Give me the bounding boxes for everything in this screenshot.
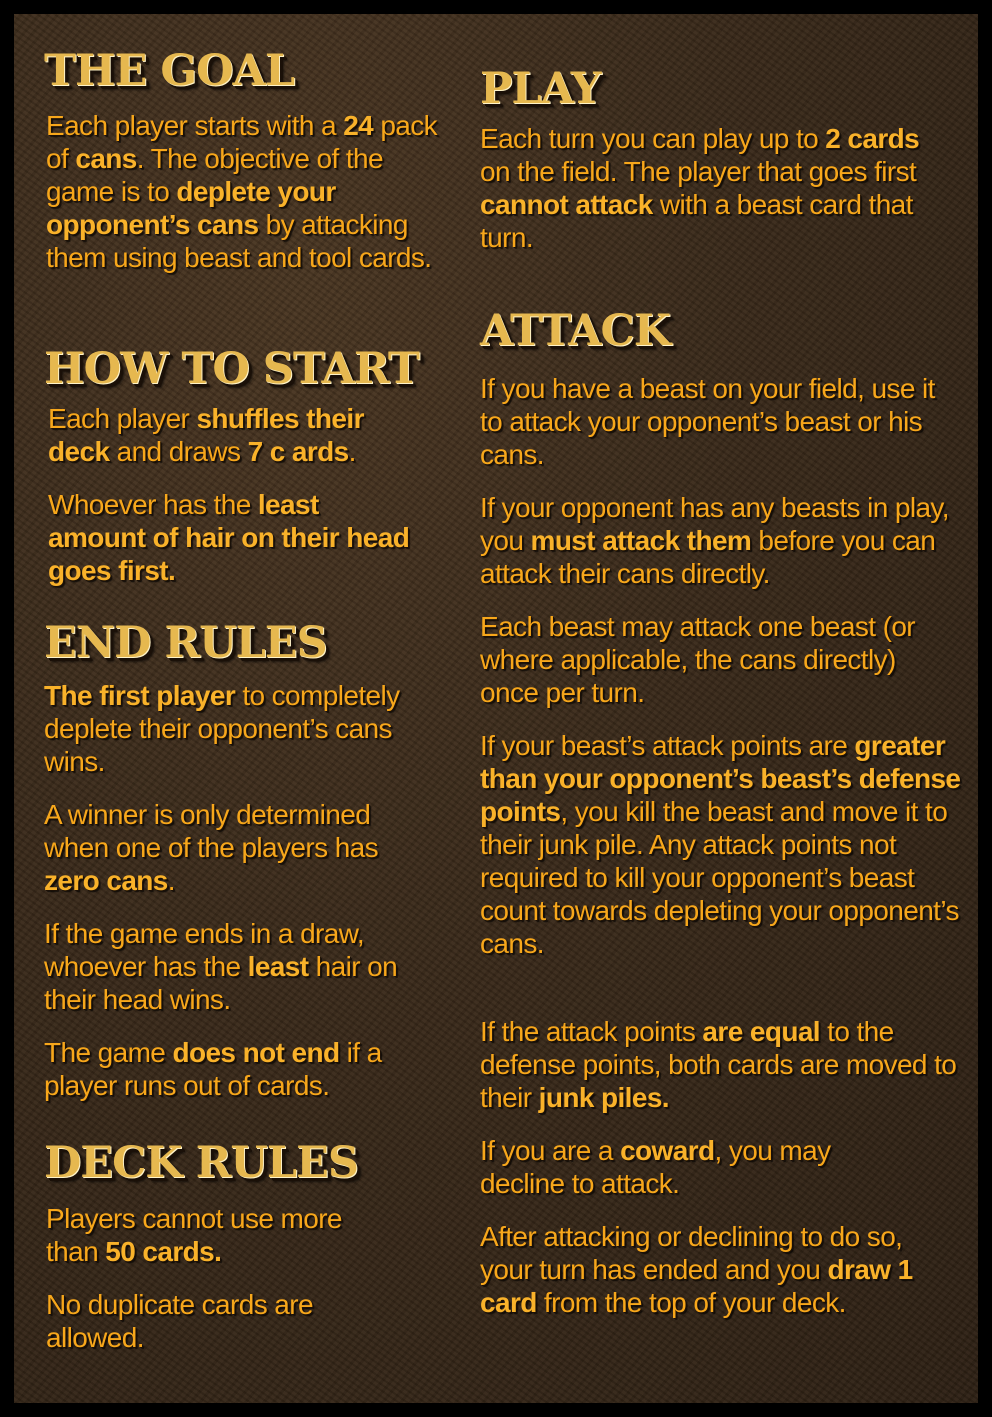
bold-text-run: zero cans bbox=[44, 865, 168, 896]
attack-paragraph-6 bbox=[480, 1134, 900, 1200]
attack-paragraph-5 bbox=[480, 1015, 966, 1114]
bold-text-run: cans bbox=[75, 143, 137, 174]
end-paragraph-1 bbox=[44, 679, 406, 778]
text-run: . The objective of the game is to bbox=[46, 143, 383, 207]
bold-text-run: 24 bbox=[343, 110, 374, 141]
text-run: if a player runs out of cards. bbox=[44, 1037, 382, 1101]
text-run: If the game ends in a draw, whoever has the bbox=[44, 918, 365, 982]
text-run: Each beast may attack one beast (or where applicable, the cans directly) once per turn. bbox=[480, 611, 916, 708]
text-run: on the field. The player that goes first bbox=[480, 156, 917, 187]
text-run: If you are a bbox=[480, 1135, 621, 1166]
text-run: and draws bbox=[109, 436, 248, 467]
attack-paragraph-2 bbox=[480, 491, 966, 590]
text-run: A winner is only determined when one of the players has bbox=[44, 799, 379, 863]
bold-text-run: junk piles. bbox=[538, 1082, 669, 1113]
play-paragraph bbox=[480, 122, 950, 254]
text-run: If your beast’s attack points are bbox=[480, 730, 855, 761]
attack-paragraph-7 bbox=[480, 1220, 950, 1319]
text-run: , you kill the beast and move it to their junk pile. Any attack points not required to kill your opponent’s beast count towards depleting your opponent’s cans. bbox=[480, 796, 959, 959]
goal-heading: THE GOAL bbox=[44, 46, 295, 96]
end-paragraph-3 bbox=[44, 917, 424, 1016]
bold-text-run: 2 cards bbox=[825, 123, 920, 154]
bold-text-run: The first player bbox=[44, 680, 236, 711]
bold-text-run: least bbox=[247, 951, 309, 982]
text-run: Players cannot use more than bbox=[46, 1203, 342, 1267]
how-to-start-heading: HOW TO START bbox=[44, 344, 419, 394]
text-run: hair on their head wins. bbox=[44, 951, 398, 1015]
text-run: with a beast card that turn. bbox=[480, 189, 913, 253]
text-run: . bbox=[348, 436, 356, 467]
bold-text-run: least amount of hair on their head goes first. bbox=[48, 489, 410, 586]
text-run: from the top of your deck. bbox=[536, 1287, 846, 1318]
bold-text-run: 7 c ards bbox=[247, 436, 349, 467]
bold-text-run: deplete your opponent’s cans bbox=[46, 176, 336, 240]
text-run: Whoever has the bbox=[48, 489, 258, 520]
text-run: Each player starts with a bbox=[46, 110, 344, 141]
bold-text-run: 50 cards. bbox=[105, 1236, 222, 1267]
text-run: No duplicate cards are allowed. bbox=[46, 1289, 313, 1353]
attack-paragraph-4 bbox=[480, 729, 970, 960]
text-run: If the attack points bbox=[480, 1016, 703, 1047]
goal-paragraph bbox=[46, 109, 438, 274]
bold-text-run: does not end bbox=[172, 1037, 340, 1068]
text-run: before you can attack their cans directly. bbox=[480, 525, 936, 589]
end-paragraph-2 bbox=[44, 798, 406, 897]
attack-paragraph-3 bbox=[480, 610, 950, 709]
end-paragraph-4 bbox=[44, 1036, 424, 1102]
deck-paragraph-2 bbox=[46, 1288, 366, 1354]
bold-text-run: must attack them bbox=[530, 525, 752, 556]
bold-text-run: draw 1 card bbox=[480, 1254, 913, 1318]
start-paragraph-2 bbox=[48, 488, 418, 587]
deck-paragraph-1 bbox=[46, 1202, 396, 1268]
bold-text-run: coward bbox=[620, 1135, 715, 1166]
text-run: by attacking them using beast and tool cards. bbox=[46, 209, 432, 273]
attack-paragraph-1 bbox=[480, 372, 950, 471]
text-run: Each player bbox=[48, 403, 197, 434]
text-run: After attacking or declining to do so, your turn has ended and you bbox=[480, 1221, 903, 1285]
text-run: to the defense points, both cards are moved to their bbox=[480, 1016, 957, 1113]
start-paragraph-1 bbox=[48, 402, 418, 468]
text-run: The game bbox=[44, 1037, 173, 1068]
attack-heading: ATTACK bbox=[480, 306, 671, 356]
text-run: pack of bbox=[46, 110, 438, 174]
bold-text-run: cannot attack bbox=[480, 189, 653, 220]
deck-rules-heading: DECK RULES bbox=[44, 1138, 358, 1188]
bold-text-run: greater than your opponent’s beast’s defense points bbox=[480, 730, 961, 827]
rules-card bbox=[14, 14, 978, 1403]
text-run: If your opponent has any beasts in play, you bbox=[480, 492, 949, 556]
bold-text-run: are equal bbox=[702, 1016, 820, 1047]
text-run: , you may decline to attack. bbox=[480, 1135, 831, 1199]
end-rules-heading: END RULES bbox=[44, 618, 327, 668]
text-run: Each turn you can play up to bbox=[480, 123, 826, 154]
play-heading: PLAY bbox=[480, 64, 601, 114]
bold-text-run: shuffles their deck bbox=[48, 403, 364, 467]
text-run: If you have a beast on your field, use it to attack your opponent’s beast or his cans. bbox=[480, 373, 935, 470]
text-run: to completely deplete their opponent’s cans wins. bbox=[44, 680, 400, 777]
text-run: . bbox=[167, 865, 175, 896]
